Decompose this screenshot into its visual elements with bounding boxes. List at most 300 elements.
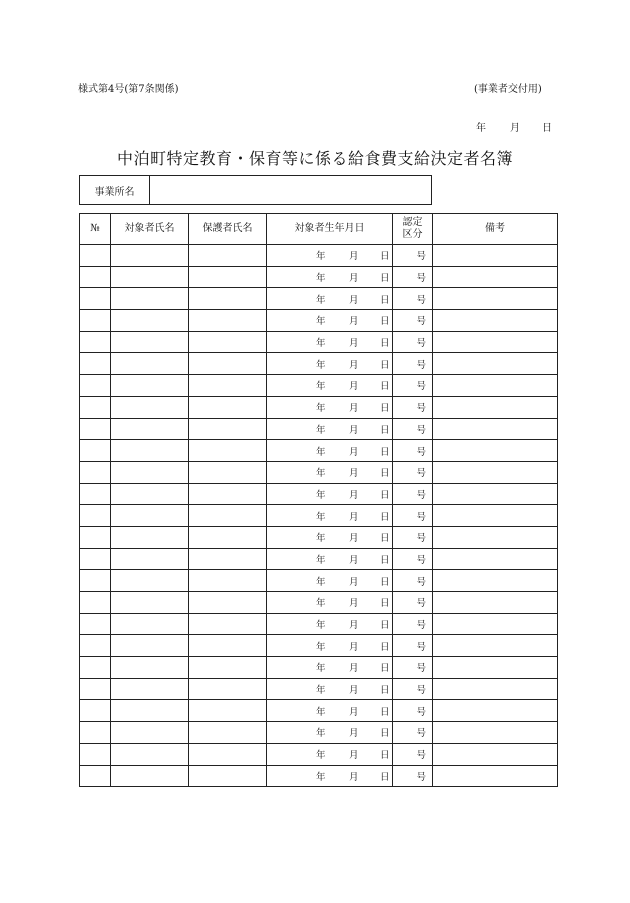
cell-guardian-name[interactable] (189, 505, 267, 527)
cell-birth-date[interactable] (267, 548, 393, 570)
cell-birth-date[interactable] (267, 505, 393, 527)
cell-remarks[interactable] (433, 570, 558, 592)
table-row (80, 570, 558, 592)
cell-remarks[interactable] (433, 592, 558, 614)
header-category-line1: 認定 (402, 217, 423, 228)
cell-no[interactable] (80, 613, 111, 635)
cell-guardian-name[interactable] (189, 765, 267, 787)
birth-day-label: 日 (380, 424, 390, 436)
cell-category[interactable] (393, 375, 433, 397)
page-title: 中泊町特定教育・保育等に係る給食費支給決定者名簿 (116, 149, 513, 168)
cell-remarks[interactable] (433, 375, 558, 397)
birth-year-label: 年 (316, 533, 326, 545)
cell-remarks[interactable] (433, 765, 558, 787)
birth-date-labels (267, 660, 392, 674)
cell-remarks[interactable] (433, 396, 558, 418)
birth-year-label: 年 (316, 685, 326, 697)
cell-remarks[interactable] (433, 700, 558, 722)
category-suffix: 号 (416, 598, 426, 610)
birth-year-label: 年 (316, 598, 326, 610)
cell-no[interactable] (80, 722, 111, 744)
birth-date-labels (267, 270, 392, 284)
cell-guardian-name[interactable] (189, 461, 267, 483)
cell-guardian-name[interactable] (189, 570, 267, 592)
cell-guardian-name[interactable] (189, 396, 267, 418)
birth-month-label: 月 (349, 251, 359, 263)
category-suffix: 号 (416, 338, 426, 350)
cell-category[interactable] (393, 461, 433, 483)
cell-birth-date[interactable] (267, 245, 393, 267)
table-header-row (80, 214, 558, 245)
cell-child-name[interactable] (111, 765, 189, 787)
cell-child-name[interactable] (111, 483, 189, 505)
birth-day-label: 日 (380, 359, 390, 371)
cell-category[interactable] (393, 678, 433, 700)
category-suffix: 号 (416, 489, 426, 501)
birth-day-label: 日 (380, 511, 390, 523)
birth-month-label: 月 (349, 685, 359, 697)
form-number: 様式第4号(第7条関係) (78, 84, 179, 95)
category-suffix: 号 (416, 446, 426, 458)
birth-date-labels (267, 357, 392, 371)
table-row (80, 331, 558, 353)
cell-birth-date[interactable] (267, 657, 393, 679)
header-birth-date: 対象者生年月日 (267, 214, 393, 245)
birth-date-labels (267, 552, 392, 566)
copy-label: (事業者交付用) (474, 84, 542, 95)
birth-year-label: 年 (316, 663, 326, 675)
birth-day-label: 日 (380, 728, 390, 740)
cell-remarks[interactable] (433, 266, 558, 288)
table-row (80, 765, 558, 787)
table-body (80, 245, 558, 787)
cell-child-name[interactable] (111, 700, 189, 722)
cell-guardian-name[interactable] (189, 548, 267, 570)
cell-child-name[interactable] (111, 678, 189, 700)
cell-child-name[interactable] (111, 635, 189, 657)
cell-birth-date[interactable] (267, 743, 393, 765)
cell-child-name[interactable] (111, 375, 189, 397)
cell-birth-date[interactable] (267, 526, 393, 548)
table-row (80, 288, 558, 310)
category-suffix: 号 (416, 316, 426, 328)
cell-no[interactable] (80, 440, 111, 462)
category-suffix: 号 (416, 359, 426, 371)
cell-no[interactable] (80, 266, 111, 288)
cell-remarks[interactable] (433, 635, 558, 657)
cell-birth-date[interactable] (267, 722, 393, 744)
birth-year-label: 年 (316, 359, 326, 371)
birth-day-label: 日 (380, 381, 390, 393)
cell-birth-date[interactable] (267, 375, 393, 397)
cell-category[interactable] (393, 483, 433, 505)
cell-category[interactable] (393, 505, 433, 527)
header-no: № (80, 214, 111, 245)
category-suffix: 号 (416, 424, 426, 436)
cell-child-name[interactable] (111, 396, 189, 418)
cell-remarks[interactable] (433, 245, 558, 267)
cell-no[interactable] (80, 353, 111, 375)
cell-remarks[interactable] (433, 743, 558, 765)
cell-remarks[interactable] (433, 353, 558, 375)
cell-no[interactable] (80, 418, 111, 440)
cell-guardian-name[interactable] (189, 592, 267, 614)
birth-day-label: 日 (380, 468, 390, 480)
cell-category[interactable] (393, 331, 433, 353)
cell-guardian-name[interactable] (189, 700, 267, 722)
birth-day-label: 日 (380, 294, 390, 306)
table-row (80, 266, 558, 288)
cell-category[interactable] (393, 635, 433, 657)
category-suffix: 号 (416, 533, 426, 545)
category-suffix: 号 (416, 381, 426, 393)
birth-month-label: 月 (349, 294, 359, 306)
birth-year-label: 年 (316, 251, 326, 263)
birth-month-label: 月 (349, 489, 359, 501)
table-row (80, 678, 558, 700)
cell-birth-date[interactable] (267, 418, 393, 440)
office-name-label: 事業所名 (80, 176, 150, 204)
birth-date-labels (267, 444, 392, 458)
birth-year-label: 年 (316, 294, 326, 306)
cell-no[interactable] (80, 657, 111, 679)
birth-month-label: 月 (349, 468, 359, 480)
birth-day-label: 日 (380, 663, 390, 675)
birth-year-label: 年 (316, 771, 326, 783)
category-suffix: 号 (416, 403, 426, 415)
cell-no[interactable] (80, 700, 111, 722)
cell-no[interactable] (80, 310, 111, 332)
birth-month-label: 月 (349, 511, 359, 523)
cell-remarks[interactable] (433, 678, 558, 700)
birth-day-label: 日 (380, 641, 390, 653)
cell-birth-date[interactable] (267, 483, 393, 505)
birth-year-label: 年 (316, 620, 326, 632)
category-suffix: 号 (416, 663, 426, 675)
cell-child-name[interactable] (111, 331, 189, 353)
cell-guardian-name[interactable] (189, 657, 267, 679)
birth-date-labels (267, 530, 392, 544)
cell-remarks[interactable] (433, 310, 558, 332)
birth-date-labels (267, 487, 392, 501)
table-row (80, 396, 558, 418)
birth-day-label: 日 (380, 554, 390, 566)
cell-child-name[interactable] (111, 592, 189, 614)
cell-category[interactable] (393, 592, 433, 614)
cell-remarks[interactable] (433, 613, 558, 635)
cell-guardian-name[interactable] (189, 743, 267, 765)
cell-no[interactable] (80, 505, 111, 527)
birth-year-label: 年 (316, 381, 326, 393)
cell-guardian-name[interactable] (189, 266, 267, 288)
table-row (80, 743, 558, 765)
cell-no[interactable] (80, 288, 111, 310)
table-row (80, 483, 558, 505)
category-suffix: 号 (416, 554, 426, 566)
issue-date (476, 119, 552, 134)
cell-guardian-name[interactable] (189, 483, 267, 505)
birth-day-label: 日 (380, 533, 390, 545)
cell-child-name[interactable] (111, 461, 189, 483)
cell-child-name[interactable] (111, 570, 189, 592)
cell-category[interactable] (393, 570, 433, 592)
birth-date-labels (267, 725, 392, 739)
cell-guardian-name[interactable] (189, 440, 267, 462)
cell-birth-date[interactable] (267, 765, 393, 787)
cell-child-name[interactable] (111, 657, 189, 679)
table-row (80, 310, 558, 332)
category-suffix: 号 (416, 728, 426, 740)
cell-no[interactable] (80, 245, 111, 267)
birth-day-label: 日 (380, 273, 390, 285)
cell-no[interactable] (80, 461, 111, 483)
birth-date-labels (267, 378, 392, 392)
birth-date-labels (267, 292, 392, 306)
table-row (80, 613, 558, 635)
birth-year-label: 年 (316, 641, 326, 653)
table-row (80, 722, 558, 744)
cell-child-name[interactable] (111, 288, 189, 310)
cell-category[interactable] (393, 353, 433, 375)
cell-remarks[interactable] (433, 440, 558, 462)
cell-remarks[interactable] (433, 331, 558, 353)
cell-birth-date[interactable] (267, 353, 393, 375)
birth-day-label: 日 (380, 771, 390, 783)
birth-month-label: 月 (349, 750, 359, 762)
birth-date-labels (267, 574, 392, 588)
date-month-label: 月 (510, 123, 520, 134)
cell-category[interactable] (393, 245, 433, 267)
cell-remarks[interactable] (433, 657, 558, 679)
cell-category[interactable] (393, 743, 433, 765)
birth-year-label: 年 (316, 424, 326, 436)
birth-month-label: 月 (349, 338, 359, 350)
cell-guardian-name[interactable] (189, 353, 267, 375)
table-row (80, 353, 558, 375)
birth-date-labels (267, 248, 392, 262)
birth-month-label: 月 (349, 424, 359, 436)
birth-month-label: 月 (349, 576, 359, 588)
cell-no[interactable] (80, 331, 111, 353)
cell-birth-date[interactable] (267, 310, 393, 332)
cell-guardian-name[interactable] (189, 635, 267, 657)
cell-child-name[interactable] (111, 440, 189, 462)
header-category (393, 214, 433, 245)
cell-remarks[interactable] (433, 505, 558, 527)
cell-category[interactable] (393, 548, 433, 570)
cell-no[interactable] (80, 635, 111, 657)
birth-month-label: 月 (349, 359, 359, 371)
birth-month-label: 月 (349, 598, 359, 610)
cell-child-name[interactable] (111, 743, 189, 765)
cell-remarks[interactable] (433, 418, 558, 440)
recipient-list-table (79, 213, 558, 787)
cell-remarks[interactable] (433, 288, 558, 310)
birth-day-label: 日 (380, 598, 390, 610)
cell-remarks[interactable] (433, 461, 558, 483)
cell-birth-date[interactable] (267, 331, 393, 353)
office-name-box (79, 175, 432, 205)
cell-guardian-name[interactable] (189, 418, 267, 440)
cell-guardian-name[interactable] (189, 678, 267, 700)
table-row (80, 700, 558, 722)
birth-month-label: 月 (349, 316, 359, 328)
cell-birth-date[interactable] (267, 613, 393, 635)
birth-year-label: 年 (316, 273, 326, 285)
cell-child-name[interactable] (111, 526, 189, 548)
cell-guardian-name[interactable] (189, 245, 267, 267)
birth-day-label: 日 (380, 706, 390, 718)
birth-month-label: 月 (349, 641, 359, 653)
cell-category[interactable] (393, 526, 433, 548)
birth-year-label: 年 (316, 706, 326, 718)
birth-year-label: 年 (316, 338, 326, 350)
office-name-field[interactable] (150, 176, 431, 204)
cell-no[interactable] (80, 570, 111, 592)
table-row (80, 440, 558, 462)
category-suffix: 号 (416, 251, 426, 263)
birth-date-labels (267, 639, 392, 653)
cell-child-name[interactable] (111, 548, 189, 570)
birth-year-label: 年 (316, 489, 326, 501)
cell-category[interactable] (393, 722, 433, 744)
cell-remarks[interactable] (433, 526, 558, 548)
cell-category[interactable] (393, 440, 433, 462)
cell-guardian-name[interactable] (189, 288, 267, 310)
birth-month-label: 月 (349, 706, 359, 718)
birth-month-label: 月 (349, 728, 359, 740)
cell-guardian-name[interactable] (189, 613, 267, 635)
cell-child-name[interactable] (111, 310, 189, 332)
cell-child-name[interactable] (111, 722, 189, 744)
table-row (80, 505, 558, 527)
cell-birth-date[interactable] (267, 700, 393, 722)
birth-year-label: 年 (316, 446, 326, 458)
cell-birth-date[interactable] (267, 288, 393, 310)
birth-date-labels (267, 747, 392, 761)
birth-date-labels (267, 704, 392, 718)
birth-day-label: 日 (380, 685, 390, 697)
cell-remarks[interactable] (433, 483, 558, 505)
cell-birth-date[interactable] (267, 461, 393, 483)
date-day-label: 日 (542, 123, 552, 134)
cell-no[interactable] (80, 743, 111, 765)
table-row (80, 548, 558, 570)
cell-guardian-name[interactable] (189, 375, 267, 397)
birth-day-label: 日 (380, 489, 390, 501)
birth-date-labels (267, 335, 392, 349)
category-suffix: 号 (416, 273, 426, 285)
birth-day-label: 日 (380, 750, 390, 762)
cell-guardian-name[interactable] (189, 722, 267, 744)
birth-month-label: 月 (349, 446, 359, 458)
category-suffix: 号 (416, 750, 426, 762)
cell-birth-date[interactable] (267, 266, 393, 288)
header-guardian-name: 保護者氏名 (189, 214, 267, 245)
birth-month-label: 月 (349, 403, 359, 415)
cell-remarks[interactable] (433, 722, 558, 744)
birth-date-labels (267, 682, 392, 696)
cell-birth-date[interactable] (267, 635, 393, 657)
birth-date-labels (267, 422, 392, 436)
cell-category[interactable] (393, 765, 433, 787)
cell-category[interactable] (393, 288, 433, 310)
birth-year-label: 年 (316, 511, 326, 523)
birth-year-label: 年 (316, 403, 326, 415)
table-row (80, 375, 558, 397)
birth-date-labels (267, 769, 392, 783)
category-suffix: 号 (416, 576, 426, 588)
cell-guardian-name[interactable] (189, 526, 267, 548)
cell-birth-date[interactable] (267, 440, 393, 462)
cell-birth-date[interactable] (267, 570, 393, 592)
cell-no[interactable] (80, 765, 111, 787)
cell-child-name[interactable] (111, 505, 189, 527)
date-year-label: 年 (476, 123, 486, 134)
category-suffix: 号 (416, 706, 426, 718)
cell-category[interactable] (393, 700, 433, 722)
birth-day-label: 日 (380, 338, 390, 350)
birth-day-label: 日 (380, 316, 390, 328)
cell-birth-date[interactable] (267, 592, 393, 614)
cell-birth-date[interactable] (267, 678, 393, 700)
cell-no[interactable] (80, 483, 111, 505)
birth-month-label: 月 (349, 554, 359, 566)
table-row (80, 245, 558, 267)
category-suffix: 号 (416, 511, 426, 523)
cell-guardian-name[interactable] (189, 331, 267, 353)
birth-year-label: 年 (316, 728, 326, 740)
birth-year-label: 年 (316, 576, 326, 588)
header-category-line2: 区分 (402, 229, 423, 240)
birth-year-label: 年 (316, 750, 326, 762)
cell-no[interactable] (80, 396, 111, 418)
category-suffix: 号 (416, 468, 426, 480)
cell-category[interactable] (393, 396, 433, 418)
birth-month-label: 月 (349, 620, 359, 632)
birth-day-label: 日 (380, 251, 390, 263)
cell-child-name[interactable] (111, 613, 189, 635)
birth-month-label: 月 (349, 273, 359, 285)
cell-category[interactable] (393, 613, 433, 635)
cell-category[interactable] (393, 418, 433, 440)
cell-child-name[interactable] (111, 418, 189, 440)
birth-month-label: 月 (349, 381, 359, 393)
category-suffix: 号 (416, 620, 426, 632)
cell-category[interactable] (393, 266, 433, 288)
cell-child-name[interactable] (111, 266, 189, 288)
cell-child-name[interactable] (111, 353, 189, 375)
cell-category[interactable] (393, 310, 433, 332)
birth-year-label: 年 (316, 316, 326, 328)
cell-remarks[interactable] (433, 548, 558, 570)
cell-birth-date[interactable] (267, 396, 393, 418)
table-row (80, 635, 558, 657)
birth-day-label: 日 (380, 403, 390, 415)
cell-no[interactable] (80, 375, 111, 397)
cell-guardian-name[interactable] (189, 310, 267, 332)
cell-category[interactable] (393, 657, 433, 679)
birth-date-labels (267, 509, 392, 523)
category-suffix: 号 (416, 641, 426, 653)
cell-child-name[interactable] (111, 245, 189, 267)
cell-no[interactable] (80, 548, 111, 570)
cell-no[interactable] (80, 678, 111, 700)
cell-no[interactable] (80, 526, 111, 548)
cell-no[interactable] (80, 592, 111, 614)
birth-date-labels (267, 595, 392, 609)
header-child-name: 対象者氏名 (111, 214, 189, 245)
